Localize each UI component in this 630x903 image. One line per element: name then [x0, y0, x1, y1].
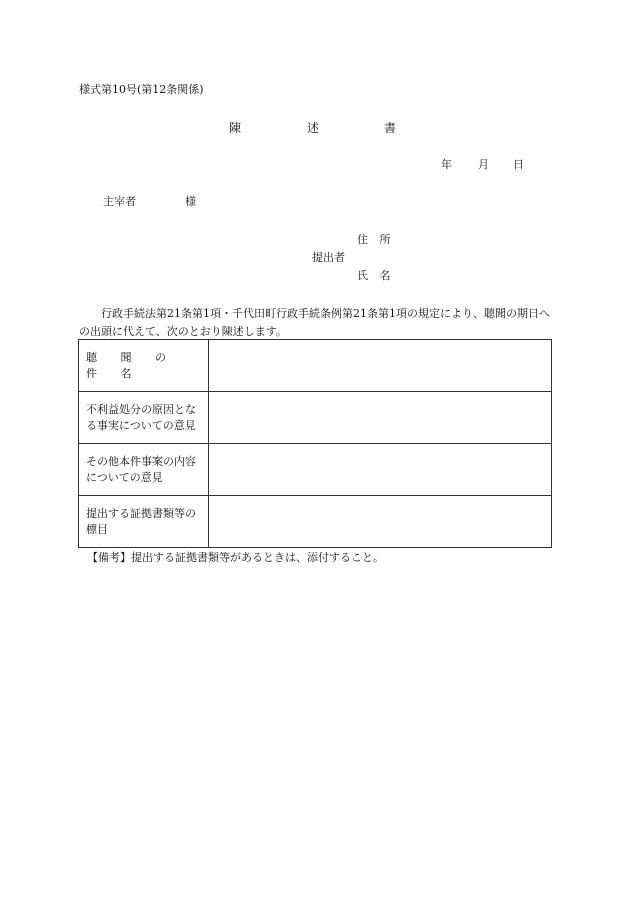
date-year: 年 — [441, 158, 452, 171]
statement-body-text: 行政手続法第21条第1項・千代田町行政手続条例第21条第1項の規定により、聴聞の期日への出頭に代えて、次のとおり陳述します。 — [79, 307, 550, 338]
statement-table — [78, 339, 552, 548]
date-day: 日 — [513, 158, 524, 171]
recipient-title: 主宰者 — [103, 195, 136, 208]
form-number: 様式第10号(第12条関係) — [79, 83, 204, 96]
cause-facts-opinion-label: 不利益処分の原因となる事実についての意見 — [79, 392, 209, 444]
other-matters-opinion-label: その他本件事案の内容についての意見 — [79, 444, 209, 496]
recipient-honorific: 様 — [185, 195, 196, 208]
table-row — [79, 496, 552, 548]
name-label: 氏 名 — [357, 269, 395, 282]
document-title-char-2: 述 — [307, 121, 320, 135]
address-label: 住 所 — [357, 233, 395, 246]
evidence-list-label: 提出する証拠書類等の標目 — [79, 496, 209, 548]
submitter-label: 提出者 — [312, 251, 345, 264]
other-matters-opinion-field[interactable] — [209, 444, 552, 496]
table-row — [79, 340, 552, 392]
remark-note: 【備考】提出する証拠書類等があるときは、添付すること。 — [87, 551, 384, 564]
row-label: 聴 聞 の 件 名 — [86, 350, 176, 380]
hearing-case-label — [79, 340, 209, 392]
document-title-char-1: 陳 — [229, 121, 242, 135]
date-month: 月 — [478, 158, 489, 171]
table-row — [79, 444, 552, 496]
table-row — [79, 392, 552, 444]
evidence-list-field[interactable] — [209, 496, 552, 548]
hearing-case-field[interactable] — [209, 340, 552, 392]
cause-facts-opinion-field[interactable] — [209, 392, 552, 444]
document-title-char-3: 書 — [384, 121, 397, 135]
